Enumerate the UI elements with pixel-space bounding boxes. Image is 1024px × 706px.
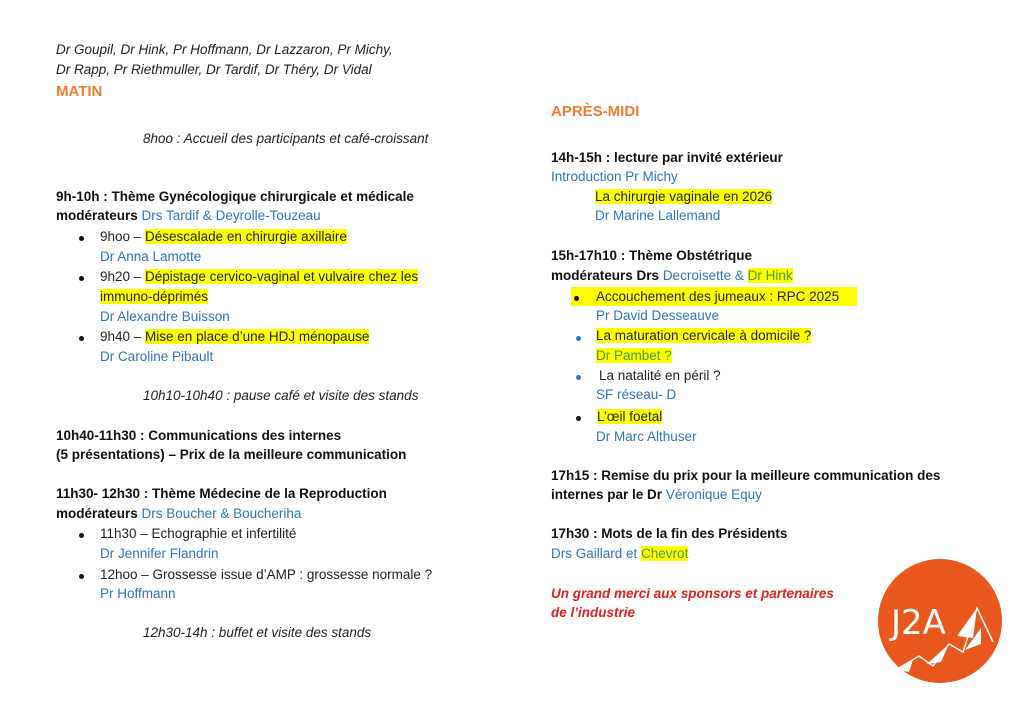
speaker: Dr Marc Althuser — [596, 429, 697, 444]
session2-line1: 10h40-11h30 : Communications des internes — [56, 428, 342, 443]
obstetrics-title: 15h-17h10 : Thème Obstétrique — [551, 248, 753, 263]
closing-title: 17h30 : Mots de la fin des Présidents — [551, 526, 788, 541]
lunch: 12h30-14h : buffet et visite des stands — [143, 625, 372, 640]
talk: 9h40 – Mise en place d’une HDJ ménopause — [100, 329, 370, 344]
speaker: Pr Hoffmann — [100, 586, 176, 601]
speaker: Dr Jennifer Flandrin — [100, 546, 219, 561]
afternoon-title: APRÈS-MIDI — [551, 103, 640, 120]
talk: La natalité en péril ? — [599, 368, 721, 383]
speaker: Dr Pambet ? — [596, 348, 672, 363]
session3-moderators: modérateurs Drs Boucher & Boucheriha — [56, 506, 302, 521]
award-line1: 17h15 : Remise du prix pour la meilleure communication des — [551, 468, 941, 483]
talk: La maturation cervicale à domicile ? — [596, 328, 812, 343]
bullet-icon — [576, 375, 581, 380]
committee-line-1: Dr Goupil, Dr Hink, Pr Hoffmann, Dr Lazzaron, Pr Michy, — [56, 42, 393, 57]
talk: 9hoo – Désescalade en chirurgie axillaire — [100, 229, 347, 244]
award-line2: internes par le Dr Véronique Equy — [551, 487, 762, 502]
bullet-icon — [79, 336, 84, 341]
welcome: 8hoo : Accueil des participants et café-croissant — [143, 131, 429, 146]
j2a-logo — [877, 558, 1003, 684]
session1-moderators: modérateurs Drs Tardif & Deyrolle-Touzeau — [56, 208, 321, 223]
speaker: Dr Caroline Pibault — [100, 349, 214, 364]
svg-text:J2A: J2A — [891, 603, 946, 643]
session1-title: 9h-10h : Thème Gynécologique chirurgicale et médicale — [56, 189, 414, 204]
morning-title: MATIN — [56, 83, 103, 100]
bullet-icon — [576, 416, 581, 421]
bullet-icon — [79, 574, 84, 579]
bullet-icon — [574, 296, 579, 301]
speaker: Pr David Desseauve — [596, 308, 720, 323]
talk: Accouchement des jumeaux : RPC 2025 — [596, 289, 840, 304]
coffee-break: 10h10-10h40 : pause café et visite des stands — [143, 388, 419, 403]
session2-line2: (5 présentations) – Prix de la meilleure communication — [56, 447, 407, 462]
session3-title: 11h30- 12h30 : Thème Médecine de la Reproduction — [56, 486, 387, 501]
bullet-icon — [79, 533, 84, 538]
thanks-line1: Un grand merci aux sponsors et partenaires — [551, 586, 834, 601]
talk: 9h20 – Dépistage cervico-vaginal et vulvaire chez les — [100, 269, 419, 284]
bullet-icon — [79, 236, 84, 241]
obstetrics-moderators: modérateurs Drs Decroisette & Dr Hink — [551, 268, 793, 283]
thanks-line2: de l’industrie — [551, 605, 636, 620]
speaker: Dr Alexandre Buisson — [100, 309, 230, 324]
speaker: Dr Anna Lamotte — [100, 249, 202, 264]
speaker: Dr Marine Lallemand — [595, 208, 721, 223]
talk: 11h30 – Echographie et infertilité — [100, 526, 297, 541]
talk-cont: immuno-déprimés — [100, 289, 209, 304]
speaker: SF réseau- D — [596, 387, 677, 402]
bullet-icon — [79, 276, 84, 281]
talk: L’œil foetal — [597, 409, 663, 424]
bullet-icon — [576, 336, 581, 341]
lecture-intro: Introduction Pr Michy — [551, 169, 678, 184]
lecture-title: 14h-15h : lecture par invité extérieur — [551, 150, 783, 165]
committee-line-2: Dr Rapp, Pr Riethmuller, Dr Tardif, Dr Théry, Dr Vidal — [56, 62, 372, 77]
talk: 12hoo – Grossesse issue d’AMP : grossesse normale ? — [100, 567, 433, 582]
lecture-talk: La chirurgie vaginale en 2026 — [595, 189, 773, 204]
closing-names: Drs Gaillard et Chevrot — [551, 546, 689, 561]
